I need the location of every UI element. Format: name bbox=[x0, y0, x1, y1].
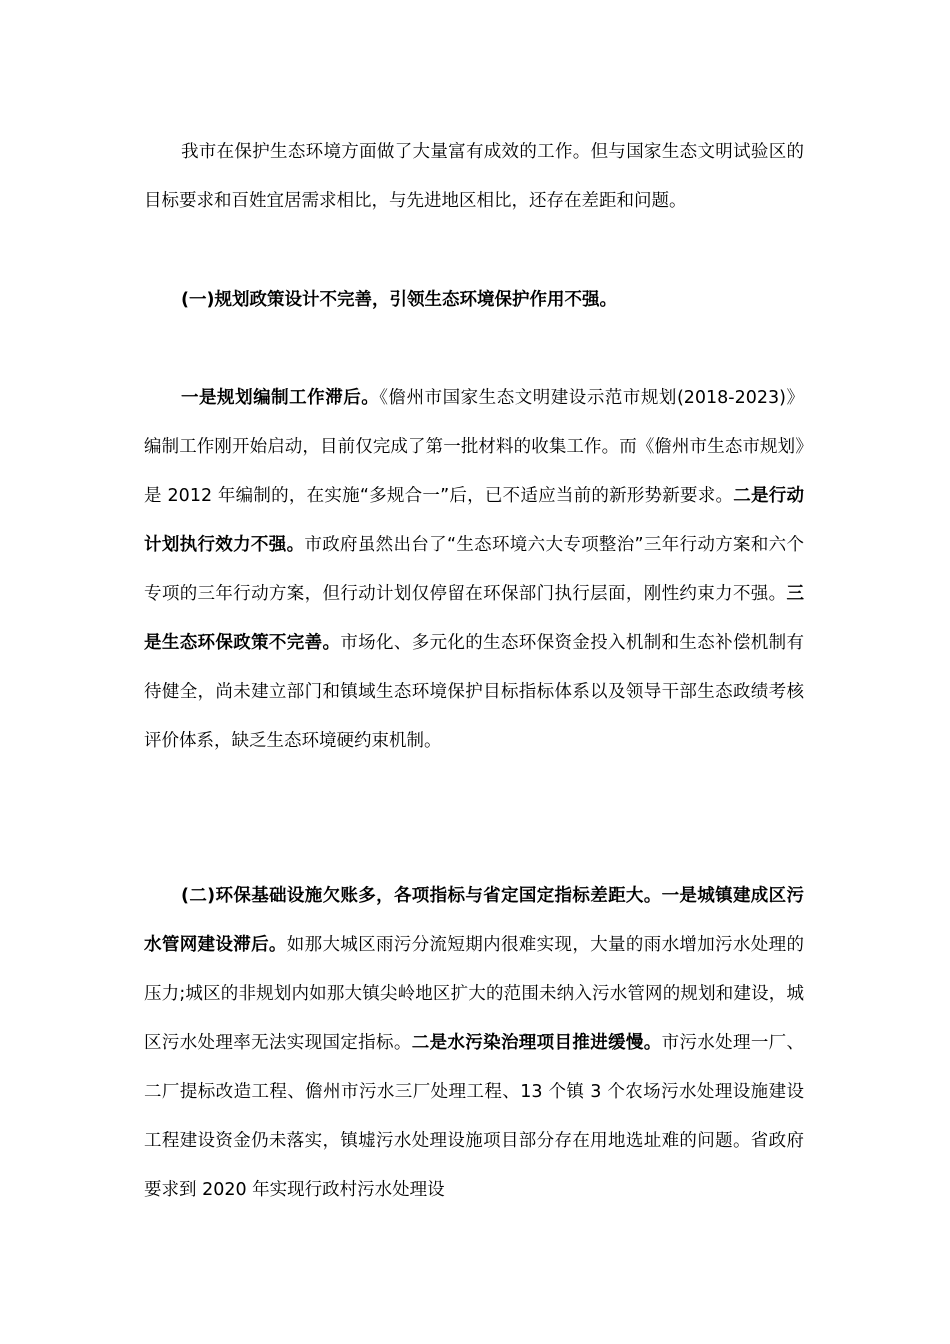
point-three-text: 市场化、多元化的生态环保资金投入机制和生态补偿机制有待健全，尚未建立部门和镇域生态环境保护目标指标体系以及领导干部生态政绩考核评价体系，缺乏生态环境硬约束机制。 bbox=[144, 633, 805, 751]
point-two-text: 市政府虽然出台了“生态环境六大专项整治”三年行动方案和六个专项的三年行动方案，但行动计划仅停留在环保部门执行层面，刚性约束力不强。 bbox=[144, 535, 804, 604]
point-two-heading: 二是行动计划执行效力不强。 bbox=[144, 486, 805, 555]
section-two-text-1: 如那大城区雨污分流短期内很难实现，大量的雨水增加污水处理的压力;城区的非规划内如那大镇尖岭地区扩大的范围未纳入污水管网的规划和建设，城区污水处理率无法实现国定指标。 bbox=[144, 935, 805, 1053]
intro-text: 我市在保护生态环境方面做了大量富有成效的工作。但与国家生态文明试验区的目标要求和百姓宜居需求相比，与先进地区相比，还存在差距和问题。 bbox=[144, 142, 804, 211]
section-two-text-2: 市污水处理一厂、二厂提标改造工程、儋州市污水三厂处理工程、13 个镇 3 个农场污水处理设施建设工程建设资金仍未落实，镇墟污水处理设施项目部分存在用地选址难的问题。省政府要求到 2020 年实现行政村污水处理设 bbox=[144, 1033, 805, 1200]
point-one-text: 《儋州市国家生态文明建设示范市规划(2018-2023)》编制工作刚开始启动，目前仅完成了第一批材料的收集工作。而《儋州市生态市规划》是 2012 年编制的，在实施“多规合一”后，已不适应当前的新形势新要求。 bbox=[144, 388, 805, 506]
infrastructure-paragraph bbox=[144, 872, 804, 1215]
section-two-point-two-heading: 二是水污染治理项目推进缓慢。 bbox=[411, 1033, 662, 1053]
point-three-heading: 三是生态环保政策不完善。 bbox=[144, 584, 804, 653]
planning-paragraph bbox=[144, 374, 804, 766]
intro-paragraph bbox=[144, 128, 804, 226]
section-two-heading: (二)环保基础设施欠账多，各项指标与省定国定指标差距大。一是城镇建成区污水管网建设滞后。 bbox=[144, 886, 804, 955]
heading-text: (一)规划政策设计不完善，引领生态环境保护作用不强。 bbox=[181, 290, 617, 310]
section-heading-1 bbox=[144, 276, 804, 325]
point-one-heading: 一是规划编制工作滞后。 bbox=[181, 388, 380, 408]
